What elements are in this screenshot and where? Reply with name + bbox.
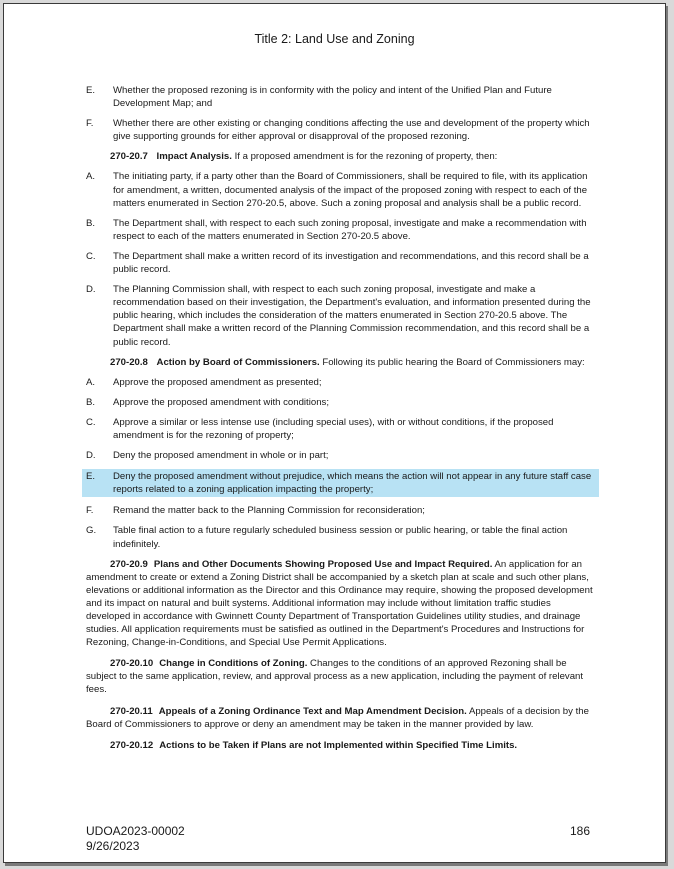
list-item xyxy=(86,217,594,243)
list-item-text: Deny the proposed amendment without prejudice, which means the action will not appear in any future staff case reports related to a zoning application impacting the property; xyxy=(113,471,592,496)
section-body: Changes to the conditions of an approved Rezoning shall be subject to the same application, review, and approval process as a new application, including the payment of relevant fees. xyxy=(86,658,584,696)
list-item-letter: G. xyxy=(86,525,97,537)
list-item-text: Approve the proposed amendment as presented; xyxy=(113,376,322,388)
section-intro: If a proposed amendment is for the rezoning of property, then: xyxy=(234,151,498,163)
list-item-text: Table final action to a future regularly scheduled business session or public hearing, or table the final action indefinitely. xyxy=(113,525,568,550)
list-item-letter: F. xyxy=(86,505,94,517)
list-item-text: Approve the proposed amendment with conditions; xyxy=(113,396,329,408)
list-item xyxy=(86,250,594,276)
section-number: 270-20.8 xyxy=(110,356,148,368)
list-item-letter: C. xyxy=(86,416,96,428)
page-footer-left xyxy=(86,824,185,854)
section-number: 270-20.10 xyxy=(110,658,154,670)
section-number: 270-20.9 xyxy=(110,558,148,570)
list-item xyxy=(86,504,594,517)
list-item-text: Deny the proposed amendment in whole or in part; xyxy=(113,450,329,462)
list-item xyxy=(86,416,594,442)
list-item-letter: C. xyxy=(86,250,96,262)
section-title: Actions to be Taken if Plans are not Implemented within Specified Time Limits. xyxy=(159,739,518,751)
list-item-text: The Department shall make a written record of its investigation and recommendations, and this record shall be a public record. xyxy=(113,250,589,276)
list-item-text: Remand the matter back to the Planning Commission for reconsideration; xyxy=(113,505,425,517)
list-item-letter: A. xyxy=(86,376,96,388)
section-270-20-9 xyxy=(86,558,594,650)
section-intro: Following its public hearing the Board of Commissioners may: xyxy=(322,356,585,368)
list-item-letter: B. xyxy=(86,217,96,229)
section-title: Impact Analysis. xyxy=(156,151,232,163)
list-item-text: Approve a similar or less intense use (including special uses), with or without conditions, if the proposed amendment is for the rezoning of property; xyxy=(113,416,554,441)
section-title: Action by Board of Commissioners. xyxy=(156,356,320,368)
list-item-letter: D. xyxy=(86,284,96,296)
list-item-text: The Department shall, with respect to each such zoning proposal, investigate and make a recommendation with respect to each of the matters enumerated in Section 270-20.5 above. xyxy=(113,217,587,242)
document-page xyxy=(3,3,666,863)
section-title: Appeals of a Zoning Ordinance Text and Map Amendment Decision. xyxy=(158,705,467,717)
list-item-letter: D. xyxy=(86,450,96,462)
section-270-20-12 xyxy=(86,739,594,752)
list-item xyxy=(86,449,594,462)
section-number: 270-20.12 xyxy=(110,739,154,751)
document-date: 9/26/2023 xyxy=(86,839,140,853)
section-body: An application for an amendment to create or extend a Zoning District shall be accompanied by a sketch plan at scale and such other plans, elevations or additional information as the Director and this Ordinance may require, showing the proposed development and its impact on natural and built systems. Additional information may include without limitation traffic studies developed in accordance with Gwinnett County Department of Transportation Guidelines utility studies, and drainage studies. All application requirements must be satisfied as outlined in the Department's Procedures and Instructions for Rezoning, Change-in-Conditions, and Special Use Permit Applications. xyxy=(86,558,593,649)
highlighted-list-item[interactable] xyxy=(82,469,599,497)
section-body: Appeals of a decision by the Board of Commissioners to approve or deny an amendment may be taken in the manner provided by law. xyxy=(86,705,589,730)
section-270-20-11 xyxy=(86,705,594,731)
page-content xyxy=(86,84,594,752)
page-number: 186 xyxy=(569,824,590,838)
list-item-text: Whether the proposed rezoning is in conformity with the policy and intent of the Unified Plan and Future Development Map; and xyxy=(113,85,552,110)
list-item xyxy=(86,170,594,209)
page-header-title: Title 2: Land Use and Zoning xyxy=(254,32,415,46)
section-title: Change in Conditions of Zoning. xyxy=(159,658,308,670)
list-item-text: Whether there are other existing or changing conditions affecting the use and development of the property which give supporting grounds for either approval or disapproval of the proposed rezoning. xyxy=(113,118,590,143)
section-number: 270-20.7 xyxy=(110,151,148,163)
list-item xyxy=(86,396,594,409)
section-heading-270-20-8 xyxy=(86,356,594,369)
section-number: 270-20.11 xyxy=(110,705,153,717)
list-item-text: The Planning Commission shall, with respect to each such zoning proposal, investigate and make a recommendation based on their investigation, the Department's evaluation, and information presented during the public hearing, which includes the consideration of the matters enumerated in Section 270-20.5 above. The Department shall make a written record of the Planning Commission recommendation, and this record shall be a public record. xyxy=(113,284,591,348)
list-item xyxy=(86,84,594,110)
list-item xyxy=(86,283,594,348)
section-heading-270-20-7 xyxy=(86,150,594,163)
list-item xyxy=(86,524,594,550)
section-270-20-10 xyxy=(86,657,594,696)
list-item xyxy=(86,117,594,143)
list-item-letter: E. xyxy=(86,471,96,483)
document-id: UDOA2023-00002 xyxy=(86,824,185,838)
section-title: Plans and Other Documents Showing Proposed Use and Impact Required. xyxy=(153,558,493,570)
list-item-letter: A. xyxy=(86,171,96,183)
list-item-text: The initiating party, if a party other than the Board of Commissioners, shall be required to file, with its application for amendment, a written, documented analysis of the impact of the proposed zoning with respect to each of the matters enumerated in Section 270-20.5, above. Such a zoning proposal and analysis shall be a public record. xyxy=(113,171,588,209)
list-item xyxy=(86,376,594,389)
list-item-letter: F. xyxy=(86,118,94,130)
list-item-letter: B. xyxy=(86,396,96,408)
list-item-letter: E. xyxy=(86,85,96,96)
